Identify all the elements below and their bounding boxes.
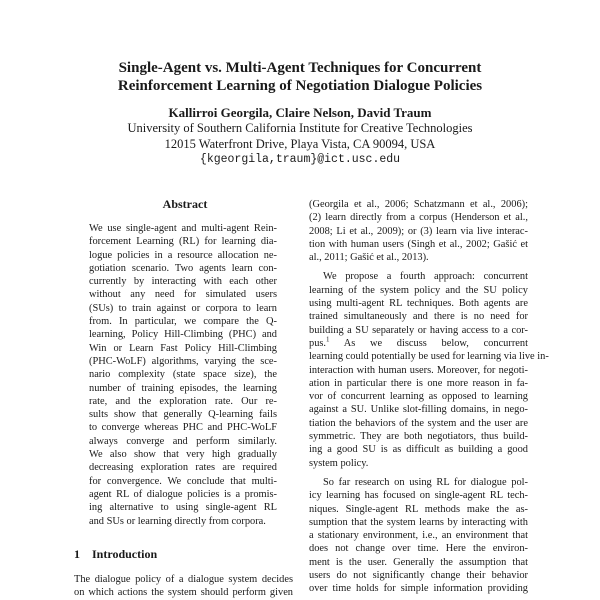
text-line: tion with human users (Singh et al., 2002; Gašić et bbox=[309, 238, 528, 250]
text-line: ment is the user. Generally the assumption that bbox=[309, 556, 528, 568]
right-column-text bbox=[309, 198, 549, 596]
abstract-heading: Abstract bbox=[162, 197, 208, 211]
text-line: logue policies in a resource allocation ne- bbox=[89, 249, 277, 261]
text-fragment: As we discuss below, concurrent bbox=[329, 337, 528, 349]
text-line: (2) learn directly from a corpus (Henderson et al., bbox=[309, 212, 528, 224]
text-line: symmetric. They are both negotiators, thus build- bbox=[309, 431, 528, 443]
text-line: number of training episodes, the learning bbox=[89, 382, 277, 394]
text-line: ing a good SU is as difficult as building a good bbox=[309, 444, 528, 456]
section-heading-introduction bbox=[74, 547, 157, 561]
text-line: 2008; Li et al., 2009); or (3) learn via live interac- bbox=[309, 225, 528, 237]
text-line: (Georgila et al., 2006; Schatzmann et al., 2006); bbox=[309, 199, 528, 210]
text-line: The dialogue policy of a dialogue system decides bbox=[74, 574, 293, 585]
affiliation-block bbox=[0, 121, 600, 168]
text-line: over time holds for simple information providing bbox=[309, 583, 528, 595]
text-line: building a SU separately or having access to a cor- bbox=[309, 324, 528, 336]
text-line: users do not significantly change their behavior bbox=[309, 570, 528, 582]
text-line: al., 2011; Gašić et al., 2013). bbox=[309, 252, 429, 264]
text-line: a stationary environment, i.e., an environment that bbox=[309, 530, 528, 542]
text-line: against a SU. Unlike slot-filling domains, in nego- bbox=[309, 404, 528, 416]
section-number: 1 bbox=[74, 547, 80, 561]
paragraph-3 bbox=[309, 476, 528, 596]
text-line bbox=[309, 337, 528, 350]
affiliation-line-1: University of Southern California Institute for Creative Technologies bbox=[127, 121, 473, 135]
text-line: Win or Learn Fast Policy Hill-Climbing bbox=[89, 342, 277, 354]
abstract-body bbox=[89, 222, 277, 528]
email-address: {kgeorgila,traum}@ict.usc.edu bbox=[199, 153, 401, 166]
text-line: nario complexity (state space size), the bbox=[89, 369, 277, 381]
text-line: learning, Policy Hill-Climbing (PHC) and bbox=[89, 329, 277, 341]
text-line: icy learning has focused on single-agent RL tech- bbox=[309, 490, 528, 502]
text-line: for convergence. We conclude that multi- bbox=[89, 475, 277, 487]
text-line: learning could potentially be used for learning via live in- bbox=[309, 351, 549, 363]
text-line: currently by interacting with each other bbox=[89, 276, 277, 288]
text-line: sults show that generally Q-learning fails bbox=[89, 409, 277, 421]
text-fragment: pus. bbox=[309, 337, 327, 349]
text-line: vor of concurrent learning as opposed to learning bbox=[309, 391, 528, 403]
text-line: We also show that very high gradually bbox=[89, 449, 277, 461]
text-line: sumption that the system learns by interacting with bbox=[309, 516, 528, 528]
text-line: tiation the behaviors of the system and the user are bbox=[309, 417, 528, 429]
text-line: learning of the system policy and the SU policy bbox=[309, 284, 528, 296]
text-line: does not change over time. Here the environ- bbox=[309, 543, 528, 555]
author-list: Kallirroi Georgila, Claire Nelson, David Traum bbox=[168, 105, 432, 120]
text-line: without any need for simulated users bbox=[89, 289, 277, 301]
text-line: decreasing exploration rates are required bbox=[89, 462, 277, 474]
section-title: Introduction bbox=[92, 547, 158, 561]
text-line: agent RL of dialogue policies is a promis- bbox=[89, 488, 277, 500]
text-line: We use single-agent and multi-agent Rein- bbox=[89, 223, 277, 234]
text-line: niques. Single-agent RL methods make the as- bbox=[309, 503, 528, 515]
text-line: trained simultaneously and there is no need for bbox=[309, 311, 528, 323]
paragraph-2 bbox=[309, 270, 549, 469]
text-line: forcement Learning (RL) for learning dia- bbox=[89, 236, 277, 248]
text-line: ation in particular there is one more reason in fa- bbox=[309, 377, 528, 389]
title-line-1: Single-Agent vs. Multi-Agent Techniques for Concurrent bbox=[118, 60, 482, 76]
text-line: So far research on using RL for dialogue pol- bbox=[323, 476, 528, 488]
text-line: We propose a fourth approach: concurrent bbox=[323, 271, 528, 283]
text-line: always converge and perform similarly. bbox=[89, 435, 277, 447]
text-line: and SUs or learning directly from corpora. bbox=[89, 515, 266, 527]
text-line: gotiation scenario. Two agents learn con- bbox=[89, 262, 277, 274]
text-line: (PHC-WoLF) algorithms, varying the sce- bbox=[89, 355, 277, 367]
text-line: interaction with human users. Moreover, for negoti- bbox=[309, 364, 528, 376]
text-line: ing alternative to using single-agent RL bbox=[89, 502, 277, 514]
text-line: (SUs) to train against or corpora to learn bbox=[89, 302, 277, 314]
paper-title bbox=[0, 59, 600, 95]
text-line: to converge whereas PHC and PHC-WoLF bbox=[89, 422, 277, 434]
text-line: using multi-agent RL techniques. Both agents are bbox=[309, 298, 528, 310]
title-line-2: Reinforcement Learning of Negotiation Dialogue Policies bbox=[117, 78, 483, 94]
text-line: rate, and the exploration rate. Our re- bbox=[89, 395, 277, 407]
text-line: on which actions the system should perform given bbox=[74, 587, 293, 599]
text-line: from. In particular, we compare the Q- bbox=[89, 316, 277, 328]
text-line: system policy. bbox=[309, 457, 369, 469]
paragraph-1 bbox=[309, 198, 528, 264]
introduction-body bbox=[74, 573, 293, 600]
footnote-marker[interactable]: 1 bbox=[326, 335, 330, 344]
affiliation-line-2: 12015 Waterfront Drive, Playa Vista, CA 90094, USA bbox=[164, 136, 436, 151]
